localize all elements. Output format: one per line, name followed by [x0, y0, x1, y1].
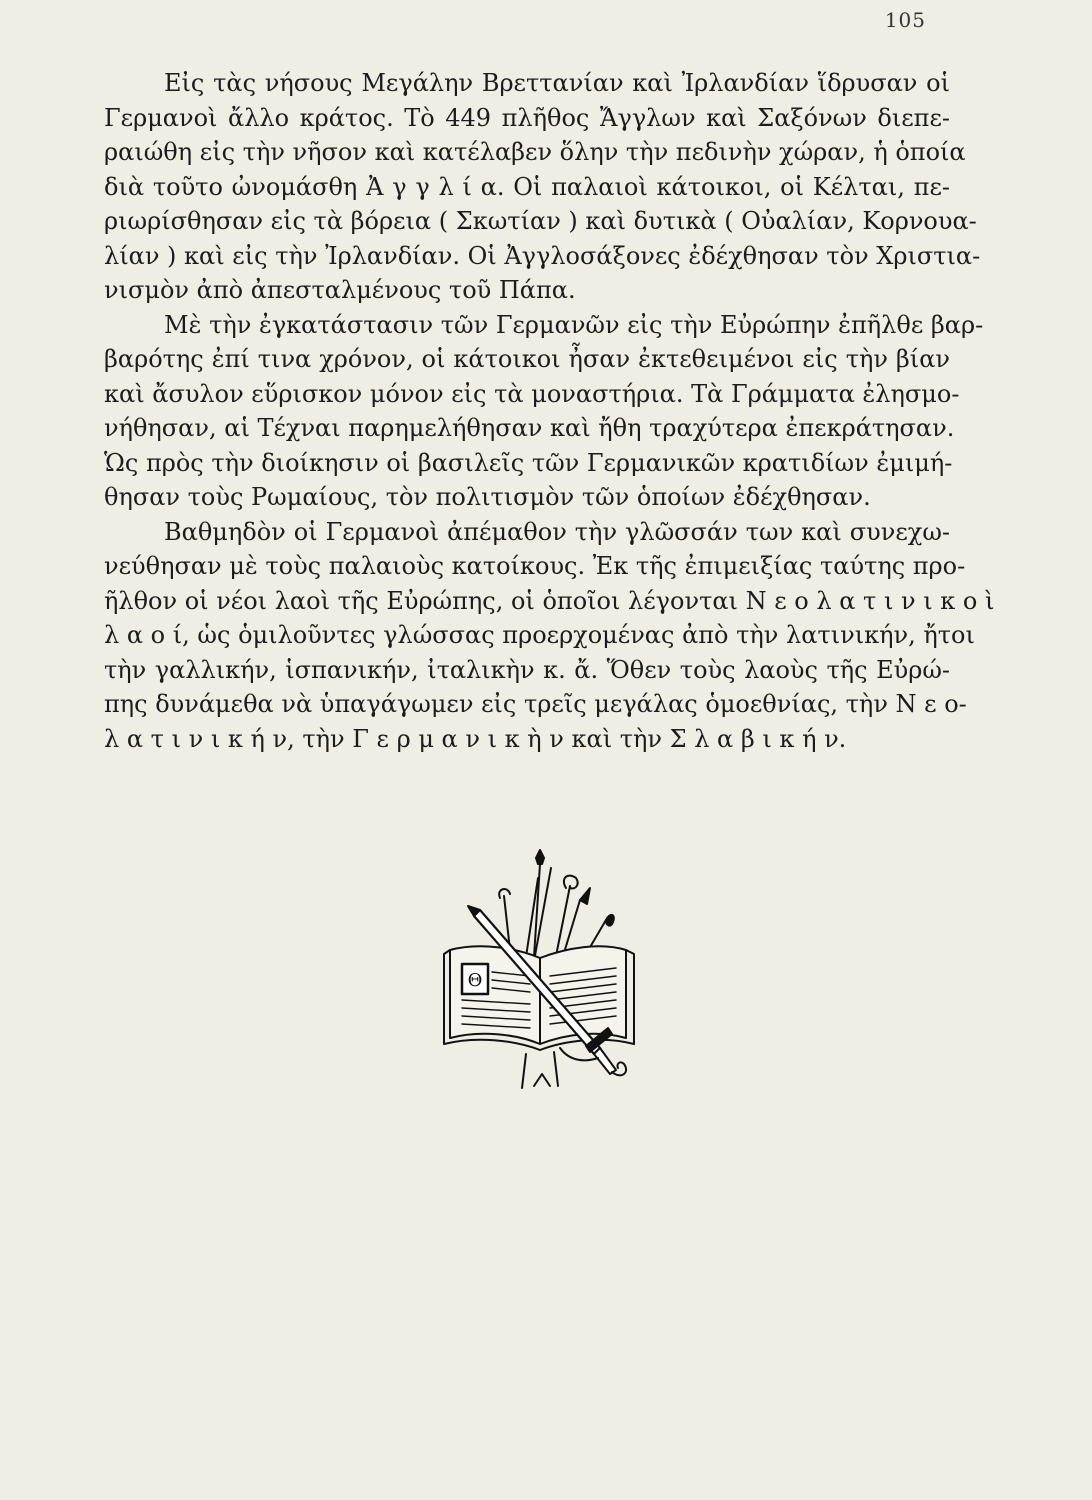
text-line: Μὲ τὴν ἐγκατάστασιν τῶν Γερμανῶν εἰς τὴν Εὐρώπην ἐπῆλθε βαρ- [164, 310, 984, 339]
text-line: ριωρίσθησαν εἰς τὰ βόρεια ( Σκωτίαν ) καὶ δυτικὰ ( Οὐαλίαν, Κορνουα- [104, 207, 977, 235]
text-line: λ α τ ι ν ι κ ή ν, τὴν Γ ε ρ μ α ν ι κ ὴ ν καὶ τὴν Σ λ α β ι κ ή ν. [104, 724, 847, 753]
text-line: Βαθμηδὸν οἱ Γερμανοὶ ἀπέμαθον τὴν γλῶσσάν των καὶ συνεχω- [164, 517, 950, 546]
paragraph-1 [104, 66, 981, 308]
paragraph-2 [104, 308, 984, 515]
page-number: 105 [884, 8, 926, 32]
text-line: νισμὸν ἀπὸ ἀπεσταλμένους τοῦ Πάπα. [104, 276, 576, 304]
text-line: λίαν ) καὶ εἰς τὴν Ἰρλανδίαν. Οἱ Ἀγγλοσάξονες ἐδέχθησαν τὸν Χριστια- [104, 241, 981, 270]
body-text [104, 66, 995, 756]
text-line: Γερμανοὶ ἄλλο κράτος. Τὸ 449 πλῆθος Ἄγγλων καὶ Σαξόνων διεπε- [104, 103, 950, 132]
text-line: Ὡς πρὸς τὴν διοίκησιν οἱ βασιλεῖς τῶν Γερμανικῶν κρατιδίων ἐμιμή- [104, 448, 953, 477]
text-line: τὴν γαλλικήν, ἱσπανικήν, ἰταλικὴν κ. ἄ. Ὅθεν τοὺς λαοὺς τῆς Εὐρώ- [104, 655, 950, 684]
text-line: βαρότης ἐπί τινα χρόνον, οἱ κάτοικοι ἦσαν ἐκτεθειμένοι εἰς τὴν βίαν [104, 345, 950, 373]
text-line: ῆλθον οἱ νέοι λαοὶ τῆς Εὐρώπης, οἱ ὁποῖοι λέγονται Ν ε ο λ α τ ι ν ι κ ο ὶ [104, 586, 995, 615]
text-line: θησαν τοὺς Ρωμαίους, τὸν πολιτισμὸν τῶν ὁποίων ἐδέχθησαν. [104, 483, 871, 511]
text-line: ραιώθη εἰς τὴν νῆσον καὶ κατέλαβεν ὅλην τὴν πεδινὴν χώραν, ἡ ὁποία [104, 138, 966, 166]
paragraph-3 [104, 515, 995, 757]
text-line: νήθησαν, αἱ Τέχναι παρημελήθησαν καὶ ἤθη τραχύτερα ἐπεκράτησαν. [104, 414, 955, 442]
book-sword-quills-ornament-icon [430, 848, 650, 1103]
text-line: Εἰς τὰς νήσους Μεγάλην Βρεττανίαν καὶ Ἰρλανδίαν ἵδρυσαν οἱ [164, 69, 950, 97]
text-line: λ α ο ί, ὡς ὁμιλοῦντες γλώσσας προερχομένας ἀπὸ τὴν λατινικήν, ἤτοι [104, 621, 975, 649]
text-line: πης δυνάμεθα νὰ ὑπαγάγωμεν εἰς τρεῖς μεγάλας ὁμοεθνίας, τὴν Ν ε ο- [104, 690, 967, 718]
text-line: καὶ ἄσυλον εὕρισκον μόνον εἰς τὰ μοναστήρια. Τὰ Γράμματα ἐλησμο- [104, 379, 960, 408]
svg-text:Θ: Θ [467, 970, 483, 991]
text-line: νεύθησαν μὲ τοὺς παλαιοὺς κατοίκους. Ἐκ τῆς ἐπιμειξίας ταύτης προ- [104, 552, 966, 580]
text-line: διὰ τοῦτο ὠνομάσθη Ἀ γ γ λ ί α. Οἱ παλαιοὶ κάτοικοι, οἱ Κέλται, πε- [104, 172, 950, 201]
